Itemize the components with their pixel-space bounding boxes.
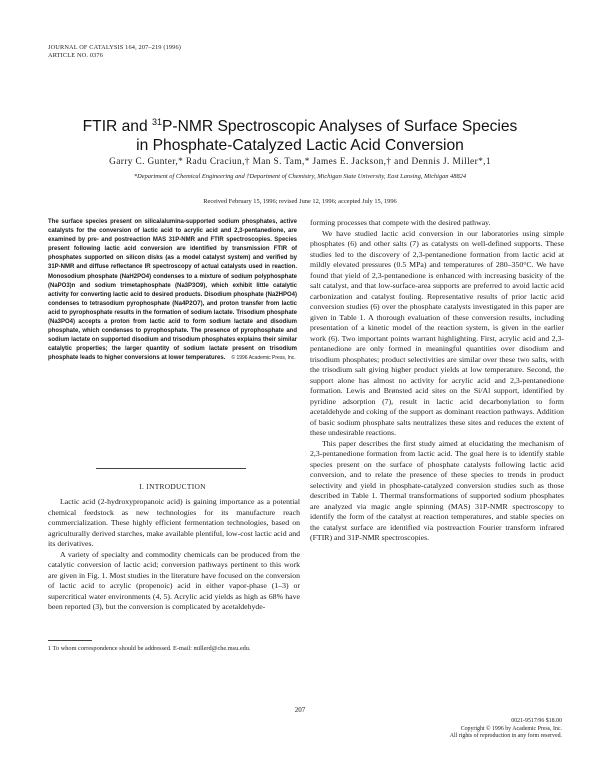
copyright-block <box>450 718 562 741</box>
affiliation: *Department of Chemical Engineering and †Department of Chemistry, Michigan State University, East Lansing, Michigan 48824 <box>133 173 467 180</box>
paragraph: This paper describes the first study aimed at elucidating the mechanism of 2,3-pentanedione formation from lactic acid. The goal here is to identify stable species present on the surface of phosphate catalysts following lactic acid conversion, and to relate the presence of these species to trends in product selectivity and yield in phosphate-catalyzed conversion studies such as those described in Table 1. Thermal transformations of supported sodium phosphates are analyzed via magic angle spinning (MAS) 31P-NMR spectroscopy to identify the form of the catalyst at reaction temperatures, and stable species on the catalyst surface are identified via postreaction Fourier transform infrared (FTIR) and 31P-NMR spectroscopies. <box>310 438 564 542</box>
rights-line: All rights of reproduction in any form reserved. <box>449 733 562 740</box>
title-line-1 <box>0 113 600 136</box>
received-dates: Received February 15, 1996; revised June 12, 1996; accepted July 15, 1996 <box>203 198 397 205</box>
article-number: ARTICLE NO. 0376 <box>48 51 104 59</box>
page-number: 207 <box>294 706 306 714</box>
paragraph: A variety of specialty and commodity chemicals can be produced from the catalytic conversion of lactic acid; conversion pathways pertinent to this work are given in Fig. 1. Most studies in the literature have focused on the conversion of lactic acid to acrylic (propenoic) acid in either vapor-phase (1–3) or supercritical water environments (4, 5). Acrylic acid yields as high as 68% have been reported (3), but the conversion is complicated by acetaldehyde- <box>48 549 300 611</box>
copyright-line: Copyright © 1996 by Academic Press, Inc. <box>460 725 562 732</box>
left-column-body <box>48 497 300 613</box>
journal-citation: JOURNAL OF CATALYSIS 164, 207–219 (1996) <box>48 44 182 51</box>
title-line-2: in Phosphate-Catalyzed Lactic Acid Conversion <box>136 137 464 155</box>
paragraph: Lactic acid (2-hydroxypropanoic acid) is gaining importance as a potential chemical feedstock as new technologies for its manufacture reach commercialization. These highly efficient fermentation technologies, based on agriculturally derived starches, make available plentiful, low-cost lactic acid and its derivatives. <box>48 497 300 548</box>
section-divider <box>96 468 246 469</box>
journal-header <box>48 44 181 59</box>
abstract-text: The surface species present on silica/alumina-supported sodium phosphates, active catalysts for the conversion of lactic acid to acrylic acid and 2,3-pentanedione, are examined by pre- and postreaction MAS 31P-NMR and FTIR spectroscopies. Species present following lactic acid conversion are identified by transmission FTIR of phosphates supported on silicon disks (as a model catalyst system) and verified by 31P-NMR and diffuse reflectance IR spectroscopy of actual catalysts used in reaction. Monosodium phosphate (NaH2PO4) condenses to a mixture of sodium polyphosphate (NaPO3)n and sodium trimetaphosphate (Na3P3O9), which exhibit little catalytic activity for converting lactic acid to desired products. Disodium phosphate (Na2HPO4) condenses to tetrasodium pyrophosphate (Na4P2O7), and proton transfer from lactic acid to pyrophosphate results in the formation of sodium lactate. Trisodium phosphate (Na3PO4) accepts a proton from lactic acid to form sodium lactate and disodium phosphate, which condenses to pyrophosphate. The presence of pyrophosphate and sodium lactate on supported disodium and trisodium phosphates explains their similar catalytic properties; the larger quantity of sodium lactate present on trisodium phosphate leads to higher conversions at lower temperatures. <box>48 219 297 362</box>
abstract <box>48 218 297 364</box>
abstract-copyright: © 1996 Academic Press, Inc. <box>231 355 296 362</box>
price-code: 0021-9517/96 $18.00 <box>511 718 562 724</box>
footnote-divider <box>48 640 92 641</box>
author-list: Garry C. Gunter,* Radu Craciun,† Man S. Tam,* James E. Jackson,† and Dennis J. Miller*,1 <box>109 157 491 167</box>
title-line-1-pre: FTIR and <box>82 118 152 136</box>
right-column-body <box>310 218 564 544</box>
title-line-1-post: P-NMR Spectroscopic Analyses of Surface Species <box>162 118 518 136</box>
section-heading: I. INTRODUCTION <box>139 482 206 491</box>
paragraph: We have studied lactic acid conversion in our laboratories using simple phosphates (6) and other salts (7) as catalysts on well-defined supports. These studies led to the discovery of 2,3-pentanedione formation from lactic acid at mildly elevated pressures (0.5 MPa) and temperatures of 280–350°C. We have found that yield of 2,3-pentanedione is enhanced with increasing basicity of the salt catalyst, and that low-surface-area supports are preferred to avoid lactic acid carbonization and catalyst fouling. Representative results of prior lactic acid conversion studies (6) over the phosphate catalysts investigated in this paper are given in Table 1. A thorough evaluation of these conversion results, including presentation of a kinetic model of the reaction system, is given in the earlier work (6). Two important points warrant highlighting. First, acrylic acid and 2,3-pentanedione are only formed in meaningful quantities over disodium and trisodium phosphates; product selectivities are similar over these two salts, with the trisodium salt giving higher product yields at low temperature. Second, the support alone has almost no activity for acrylic acid and 2,3-pentanedione formation. Lewis and Brønsted acid sites on the Si/Al support, identified by pyridine adsorption (7), result in lactic acid decarbonylation to form acetaldehyde and coking of the support as dominant reaction pathways. Addition of basic sodium phosphate salts neutralizes these sites and reduces the extent of these undesirable reactions. <box>310 228 564 437</box>
paper-title <box>0 113 600 155</box>
footnote: 1 To whom correspondence should be addressed. E-mail: millerd@che.msu.edu. <box>48 645 251 652</box>
paragraph: forming processes that compete with the desired pathway. <box>310 218 491 227</box>
title-superscript: 31 <box>151 117 162 127</box>
